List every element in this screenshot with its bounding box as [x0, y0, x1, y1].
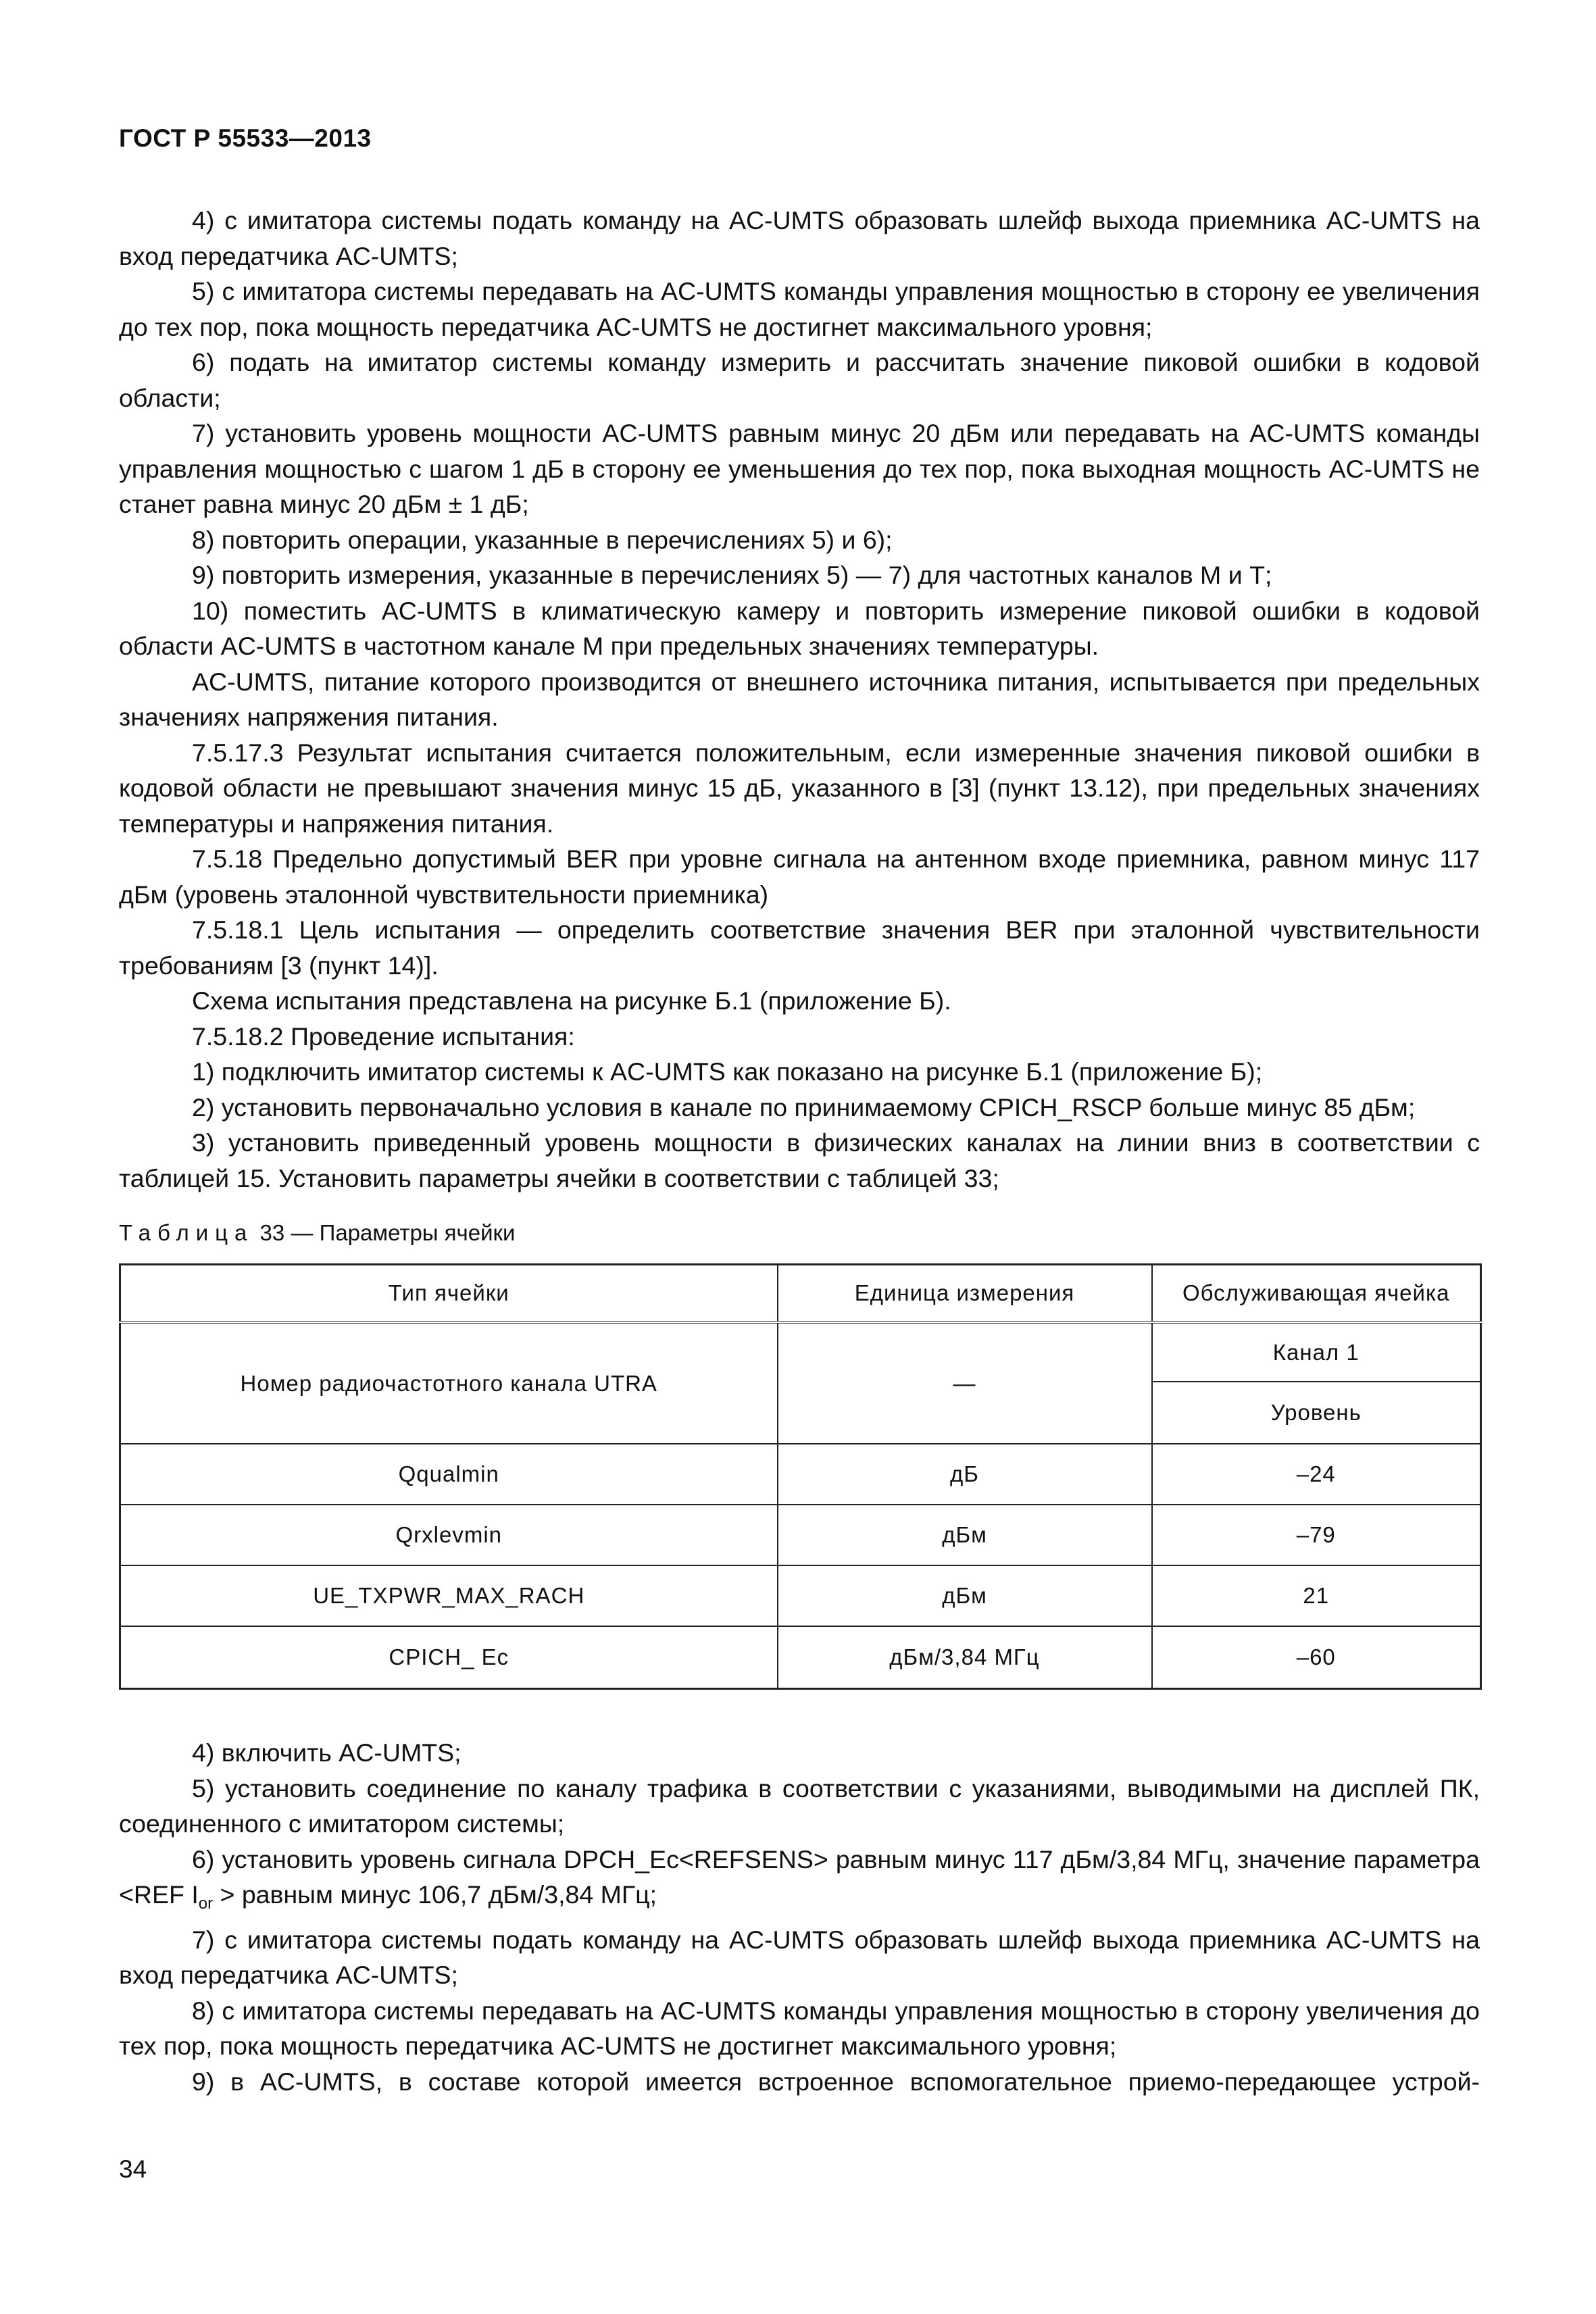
paragraph: 7.5.18.2 Проведение испытания:: [192, 1022, 575, 1051]
paragraph: 5) с имитатора системы передавать на AC-UMTS команды управления мощностью в сторону ее увеличения до тех пор, пока мощность передатчика AC-UMTS не достигнет максимального уровня;: [119, 277, 1480, 341]
table-cell-unit: —: [778, 1322, 1152, 1444]
paragraph-text: 6) установить уровень сигнала DPCH_Ec<REFSENS> равным минус 117 дБм/3,84 МГц, значение параметра <REF I: [119, 1844, 1480, 1909]
paragraph: 9) в AC-UMTS, в составе которой имеется встроенное вспомогательное приемо-передающее устрой-: [192, 2067, 1480, 2096]
paragraph: 2) установить первоначально условия в канале по принимаемому CPICH_RSCP больше минус 85 дБм;: [192, 1092, 1416, 1122]
column-header-unit: Единица измерения: [778, 1265, 1152, 1323]
body-text-after-table: [119, 1735, 1480, 2099]
table-cell-value: –60: [1152, 1626, 1481, 1688]
table-cell-unit: дБм: [778, 1505, 1152, 1565]
paragraph: 7.5.17.3 Результат испытания считается положительным, если измеренные значения пиковой ошибки в кодовой области не превышают значения минус 15 дБ, указанного в [3] (пункт 13.12), при предельных значениях температуры и напряжения питания.: [119, 738, 1480, 838]
paragraph: 8) повторить операции, указанные в перечислениях 5) и 6);: [192, 525, 893, 554]
table-cell-value: 21: [1152, 1565, 1481, 1626]
table-cell-value: Канал 1: [1152, 1322, 1481, 1382]
table-cell-unit: дБм/3,84 МГц: [778, 1626, 1152, 1688]
paragraph: 7.5.18.1 Цель испытания — определить соответствие значения BER при эталонной чувствительности требованиям [3 (пункт 14)].: [119, 915, 1480, 980]
table-caption-title: 33 — Параметры ячейки: [253, 1220, 516, 1245]
table-cell-param: Номер радиочастотного канала UTRA: [120, 1322, 778, 1444]
body-text-before-table: [119, 203, 1480, 1196]
table-row: [120, 1626, 1481, 1688]
table-row: [120, 1444, 1481, 1505]
column-header-cell-type: Тип ячейки: [120, 1265, 778, 1323]
table-row: [120, 1322, 1481, 1382]
paragraph: Схема испытания представлена на рисунке Б.1 (приложение Б).: [192, 986, 951, 1015]
table-cell-unit: дБм: [778, 1565, 1152, 1626]
table-caption: [119, 1219, 515, 1247]
table-cell-unit: дБ: [778, 1444, 1152, 1505]
paragraph: 4) включить AC-UMTS;: [192, 1738, 462, 1767]
table-cell-value: –24: [1152, 1444, 1481, 1505]
paragraph: 8) с имитатора системы передавать на AC-UMTS команды управления мощностью в сторону увеличения до тех пор, пока мощность передатчика AC-UMTS не достигнет максимального уровня;: [119, 1996, 1480, 2060]
table-row: [120, 1505, 1481, 1565]
paragraph: 6) подать на имитатор системы команду измерить и рассчитать значение пиковой ошибки в кодовой области;: [119, 348, 1480, 412]
table-cell-value: –79: [1152, 1505, 1481, 1565]
paragraph: 5) установить соединение по каналу трафика в соответствии с указаниями, выводимыми на дисплей ПК, соединенного с имитатором системы;: [119, 1774, 1480, 1838]
page-number: 34: [119, 2155, 147, 2183]
column-header-serving-cell: Обслуживающая ячейка: [1152, 1265, 1481, 1323]
table-cell-param: Qqualmin: [120, 1444, 778, 1505]
paragraph: 4) с имитатора системы подать команду на AC-UMTS образовать шлейф выхода приемника AC-UMTS на вход передатчика AC-UMTS;: [119, 206, 1480, 270]
document-header: ГОСТ Р 55533—2013: [119, 124, 372, 152]
paragraph: 7.5.18 Предельно допустимый BER при уровне сигнала на антенном входе приемника, равном минус 117 дБм (уровень эталонной чувствительности приемника): [119, 845, 1480, 909]
table-caption-word: Таблица: [119, 1220, 254, 1245]
table-cell-value: Уровень: [1152, 1382, 1481, 1444]
paragraph-text: > равным минус 106,7 дБм/3,84 МГц;: [213, 1880, 657, 1909]
paragraph: 7) с имитатора системы подать команду на AC-UMTS образовать шлейф выхода приемника AC-UMTS на вход передатчика AC-UMTS;: [119, 1925, 1480, 1989]
table-cell-param: Qrxlevmin: [120, 1505, 778, 1565]
paragraph: AC-UMTS, питание которого производится от внешнего источника питания, испытывается при предельных значениях напряжения питания.: [119, 667, 1480, 731]
table-row: [120, 1565, 1481, 1626]
paragraph: [119, 1842, 1480, 1922]
paragraph: 7) установить уровень мощности AC-UMTS равным минус 20 дБм или передавать на AC-UMTS команды управления мощностью с шагом 1 дБ в сторону ее уменьшения до тех пор, пока выходная мощность AC-UMTS не станет равна минус 20 дБм ± 1 дБ;: [119, 419, 1480, 518]
cell-parameters-table: [119, 1263, 1482, 1690]
paragraph: 10) поместить AC-UMTS в климатическую камеру и повторить измерение пиковой ошибки в кодовой области AC-UMTS в частотном канале М при предельных значениях температуры.: [119, 596, 1480, 660]
paragraph: 1) подключить имитатор системы к AC-UMTS как показано на рисунке Б.1 (приложение Б);: [192, 1057, 1263, 1086]
paragraph: 3) установить приведенный уровень мощности в физических каналах на линии вниз в соответствии с таблицей 15. Установить параметры ячейки в соответствии с таблицей 33;: [119, 1128, 1480, 1192]
paragraph: 9) повторить измерения, указанные в перечислениях 5) — 7) для частотных каналов М и Т;: [192, 561, 1272, 589]
table-cell-param: UE_TXPWR_MAX_RACH: [120, 1565, 778, 1626]
table-header-row: [120, 1265, 1481, 1323]
subscript-text: or: [198, 1894, 214, 1913]
table-cell-param: CPICH_ Ec: [120, 1626, 778, 1688]
